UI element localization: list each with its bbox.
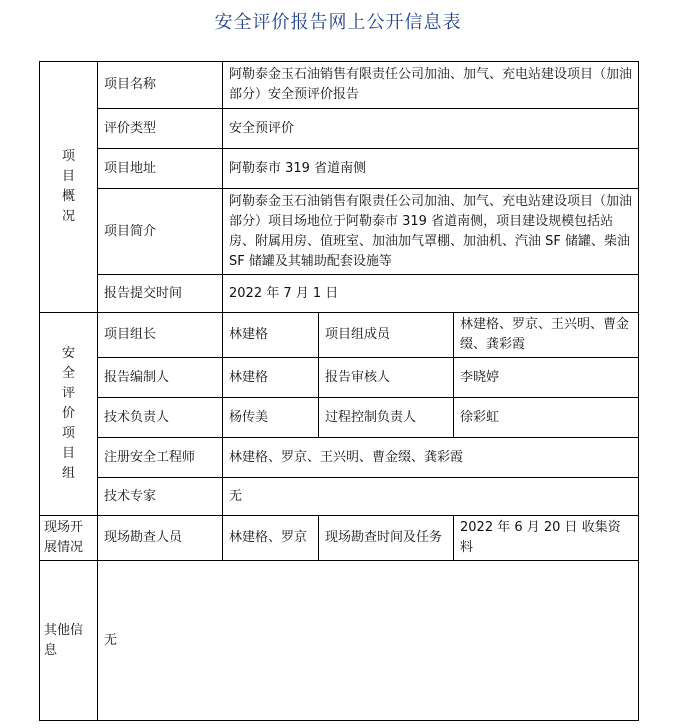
submit-time-value: 2022 年 7 月 1 日 [223, 275, 639, 313]
section-overview-label: 项目概况 [40, 62, 98, 313]
report-reviewer-label: 报告审核人 [319, 358, 454, 398]
process-control-label: 过程控制负责人 [319, 398, 454, 438]
report-author-value: 林建格 [223, 358, 319, 398]
team-leader-label: 项目组长 [98, 313, 223, 358]
project-address-value: 阿勒泰市 319 省道南侧 [223, 149, 639, 189]
tech-expert-label: 技术专家 [98, 478, 223, 516]
other-info-value: 无 [98, 561, 639, 721]
page-title: 安全评价报告网上公开信息表 [214, 12, 462, 33]
project-address-label: 项目地址 [98, 149, 223, 189]
tech-lead-value: 杨传美 [223, 398, 319, 438]
site-time-value: 2022 年 6 月 20 日 收集资料 [454, 516, 639, 561]
section-site-label: 现场开展情况 [40, 516, 98, 561]
submit-time-label: 报告提交时间 [98, 275, 223, 313]
process-control-value: 徐彩虹 [454, 398, 639, 438]
team-leader-value: 林建格 [223, 313, 319, 358]
team-members-label: 项目组成员 [319, 313, 454, 358]
evaluation-type-value: 安全预评价 [223, 109, 639, 149]
section-team-label: 安全评价项目组 [40, 313, 98, 516]
team-members-value: 林建格、罗京、王兴明、曹金缀、龚彩霞 [454, 313, 639, 358]
info-table [39, 61, 639, 721]
section-other-label: 其他信息 [40, 561, 98, 721]
project-name-value: 阿勒泰金玉石油销售有限责任公司加油、加气、充电站建设项目（加油部分）安全预评价报告 [223, 62, 639, 109]
safety-engineers-value: 林建格、罗京、王兴明、曹金缀、龚彩霞 [223, 438, 639, 478]
site-inspectors-value: 林建格、罗京 [223, 516, 319, 561]
safety-engineers-label: 注册安全工程师 [98, 438, 223, 478]
report-author-label: 报告编制人 [98, 358, 223, 398]
evaluation-type-label: 评价类型 [98, 109, 223, 149]
project-intro-label: 项目简介 [98, 189, 223, 275]
project-name-label: 项目名称 [98, 62, 223, 109]
site-time-label: 现场勘查时间及任务 [319, 516, 454, 561]
site-inspectors-label: 现场勘查人员 [98, 516, 223, 561]
tech-expert-value: 无 [223, 478, 639, 516]
report-reviewer-value: 李晓婷 [454, 358, 639, 398]
project-intro-value: 阿勒泰金玉石油销售有限责任公司加油、加气、充电站建设项目（加油部分）项目场地位于阿勒泰市 319 省道南侧，项目建设规模包括站房、附属用房、值班室、加油加气罩棚、加油机、汽油 SF 储罐、柴油 SF 储罐及其辅助配套设施等 [223, 189, 639, 275]
tech-lead-label: 技术负责人 [98, 398, 223, 438]
